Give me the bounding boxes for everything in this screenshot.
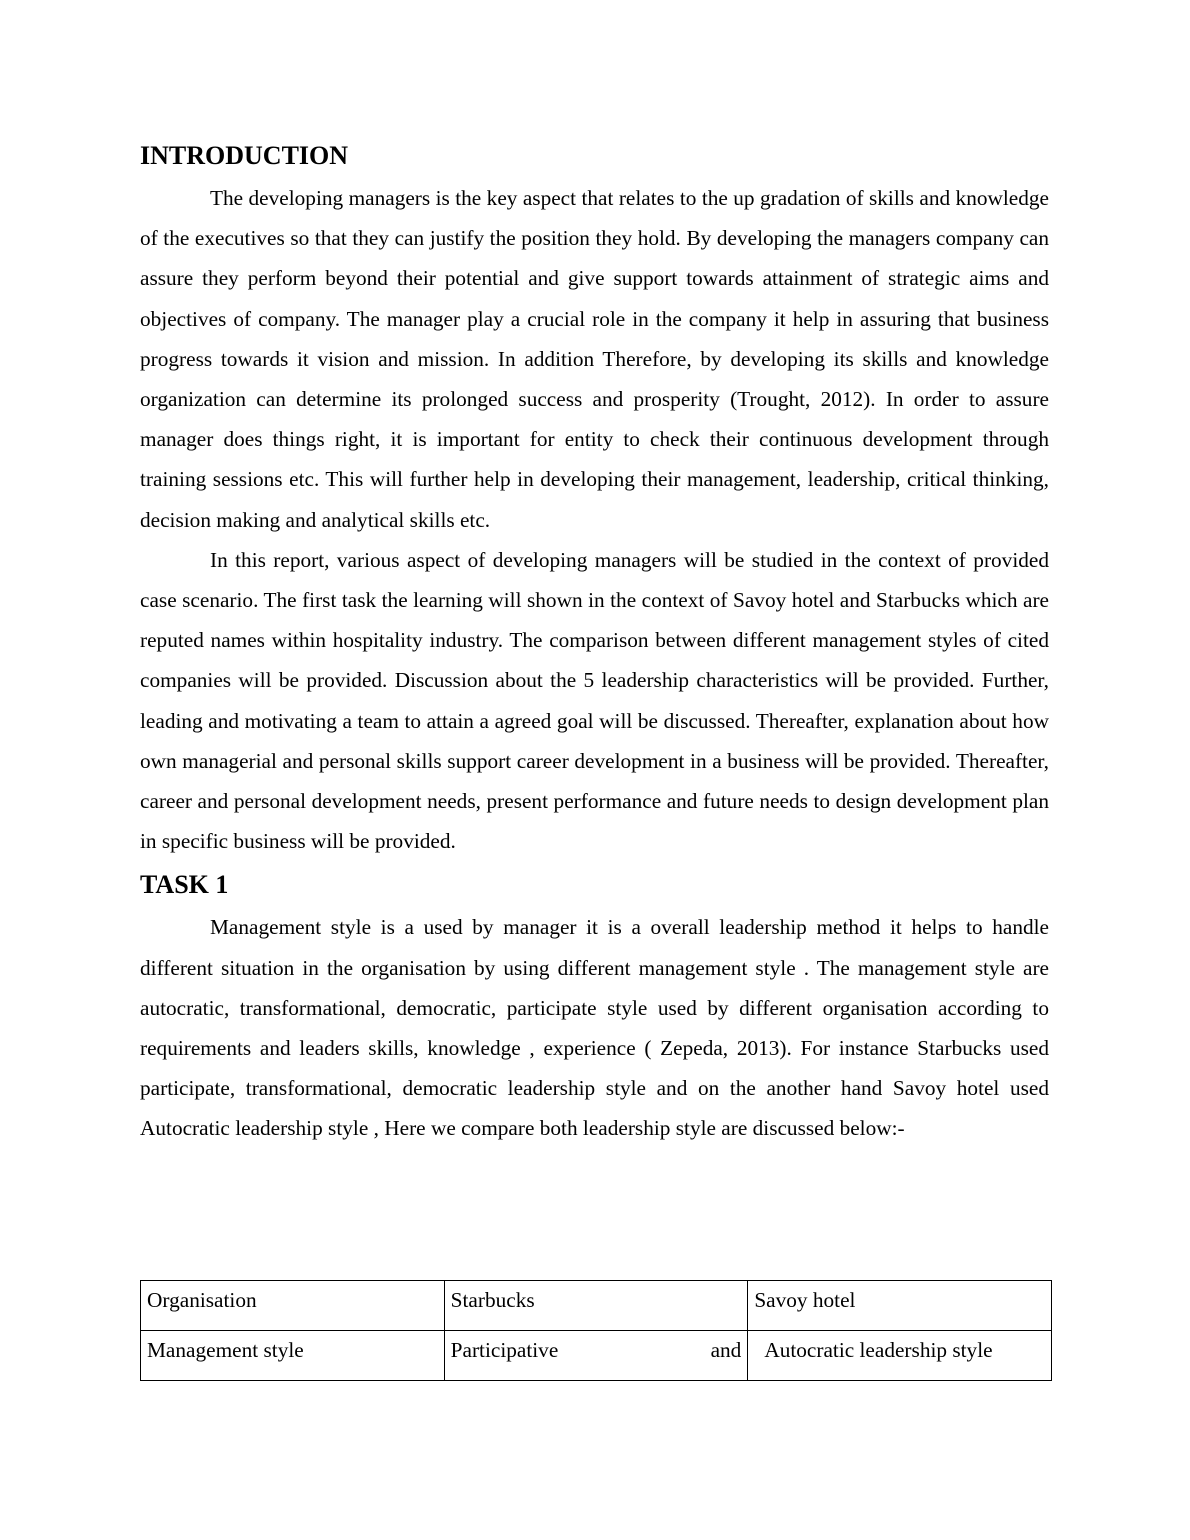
table-cell: Organisation [141,1281,445,1331]
task1-heading: TASK 1 [140,870,229,900]
task1-paragraph: Management style is a used by manager it is a overall leadership method it helps to handle different situation in the organisation by using different management style . The management style are autocratic, transformational, democratic, participate style used by different organisation according to requirements and leaders skills, knowledge , experience ( Zepeda, 2013). For instance Starbucks used participate, transformational, democratic leadership style and on the another hand Savoy hotel used Autocratic leadership style , Here we compare both leadership style are discussed below:- [140,915,1049,1141]
table-header-row [141,1281,1052,1331]
cell-text-right: and [710,1338,742,1362]
comparison-table [140,1280,1052,1381]
justified-cell-text [451,1338,742,1363]
cell-text-left: Participative [450,1338,559,1362]
table-cell: Starbucks [444,1281,748,1331]
table-cell: Savoy hotel [748,1281,1052,1331]
table-row [141,1331,1052,1381]
introduction-paragraph-1: The developing managers is the key aspect that relates to the up gradation of skills and knowledge of the executives so that they can justify the position they hold. By developing the managers company can assure they perform beyond their potential and give support towards attainment of strategic aims and objectives of company. The manager play a crucial role in the company it help in assuring that business progress towards it vision and mission. In addition Therefore, by developing its skills and knowledge organization can determine its prolonged success and prosperity (Trought, 2012). In order to assure manager does things right, it is important for entity to check their continuous development through training sessions etc. This will further help in developing their management, leadership, critical thinking, decision making and analytical skills etc. [140,186,1049,532]
table-cell: Management style [141,1331,445,1381]
table-cell [444,1331,748,1381]
introduction-heading: INTRODUCTION [140,141,349,170]
table-cell: Autocratic leadership style [748,1331,1052,1381]
introduction-paragraph-2: In this report, various aspect of developing managers will be studied in the context of provided case scenario. The first task the learning will shown in the context of Savoy hotel and Starbucks which are reputed names within hospitality industry. The comparison between different management styles of cited companies will be provided. Discussion about the 5 leadership characteristics will be provided. Further, leading and motivating a team to attain a agreed goal will be discussed. Thereafter, explanation about how own managerial and personal skills support career development in a business will be provided. Thereafter, career and personal development needs, present performance and future needs to design development plan in specific business will be provided. [140,547,1049,854]
document-page [140,138,1049,1149]
